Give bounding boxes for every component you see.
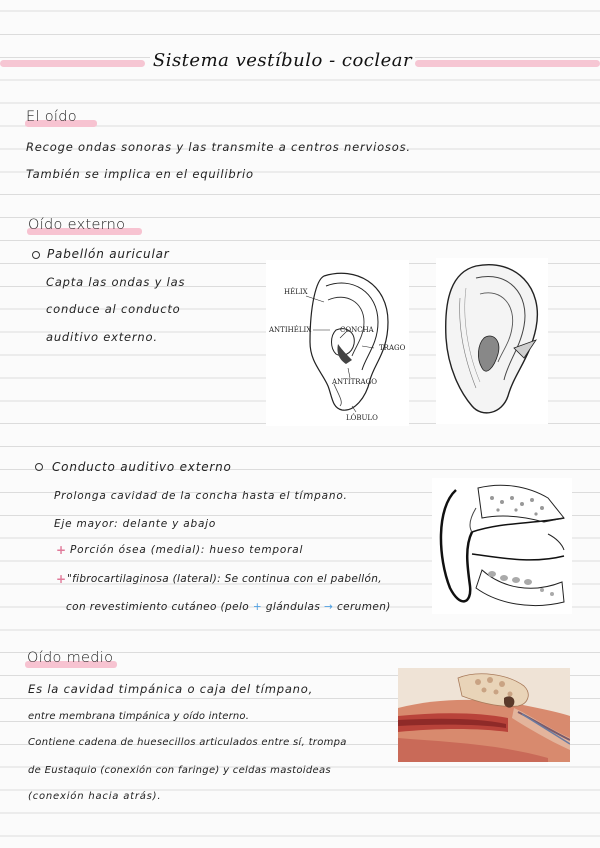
plus-icon: + (56, 543, 67, 557)
label-lobulo: LÓBULO (346, 414, 378, 422)
bullet-icon (35, 463, 43, 471)
pabellon-line-2: conduce al conducto (46, 302, 181, 316)
pabellon-title: Pabellón auricular (47, 247, 170, 261)
medio-line-4: de Eustaquio (conexión con faringe) y celdas mastoideas (28, 765, 331, 776)
oido-line-1: Recoge ondas sonoras y las transmite a centros nerviosos. (26, 140, 411, 154)
medio-line-5: (conexión hacia atrás). (28, 791, 162, 802)
pabellon-line-3: auditivo externo. (46, 330, 158, 344)
medio-line-3: Contiene cadena de huesecillos articulados entre sí, trompa (28, 737, 347, 748)
heading-medio: Oído medio (27, 650, 114, 666)
ear-outline-icon (266, 260, 409, 426)
ear-anatomy-diagram (266, 260, 409, 426)
medio-line-2: entre membrana timpánica y oído interno. (28, 711, 250, 722)
ear-side-diagram (436, 258, 548, 424)
bullet-icon (32, 251, 40, 259)
conducto-revestimiento (66, 601, 391, 613)
conducto-line-2: Eje mayor: delante y abajo (54, 518, 217, 530)
label-antitrago: ANTITRAGO (332, 378, 377, 386)
label-helix: HÉLIX (284, 288, 308, 296)
rev-text-a: con revestimiento cutáneo (pelo (66, 601, 250, 613)
ear-section-icon (432, 478, 572, 614)
label-concha: CONCHA (340, 326, 374, 334)
middle-ear-icon (398, 668, 570, 762)
plus-icon: + (56, 572, 67, 586)
title-bar-right (415, 60, 600, 67)
heading-externo: Oído externo (28, 217, 126, 233)
conducto-title: Conducto auditivo externo (52, 460, 232, 474)
ear-canal-diagram (432, 478, 572, 614)
rev-text-b: glándulas (265, 601, 321, 613)
medio-line-1: Es la cavidad timpánica o caja del tímpano, (28, 682, 314, 696)
label-trago: TRAGO (379, 344, 406, 352)
conducto-line-1: Prolonga cavidad de la concha hasta el tímpano. (54, 490, 348, 502)
conducto-fibro: "fibrocartilaginosa (lateral): Se continua con el pabellón, (67, 573, 382, 585)
rev-plus: + (252, 601, 263, 613)
page-title: Sistema vestíbulo - coclear (150, 50, 415, 71)
oido-line-2: También se implica en el equilibrio (26, 167, 254, 181)
rev-text-c: cerumen) (336, 601, 391, 613)
conducto-osea: Porción ósea (medial): hueso temporal (70, 544, 304, 556)
heading-oido: El oído (26, 109, 77, 125)
pabellon-line-1: Capta las ondas y las (46, 275, 186, 289)
title-bar-left (0, 60, 145, 67)
ear-drawing-icon (436, 258, 548, 424)
label-antihelix: ANTIHÉLIX (269, 326, 312, 334)
middle-ear-illustration (398, 668, 570, 762)
arrow-right-icon: → (323, 601, 334, 613)
